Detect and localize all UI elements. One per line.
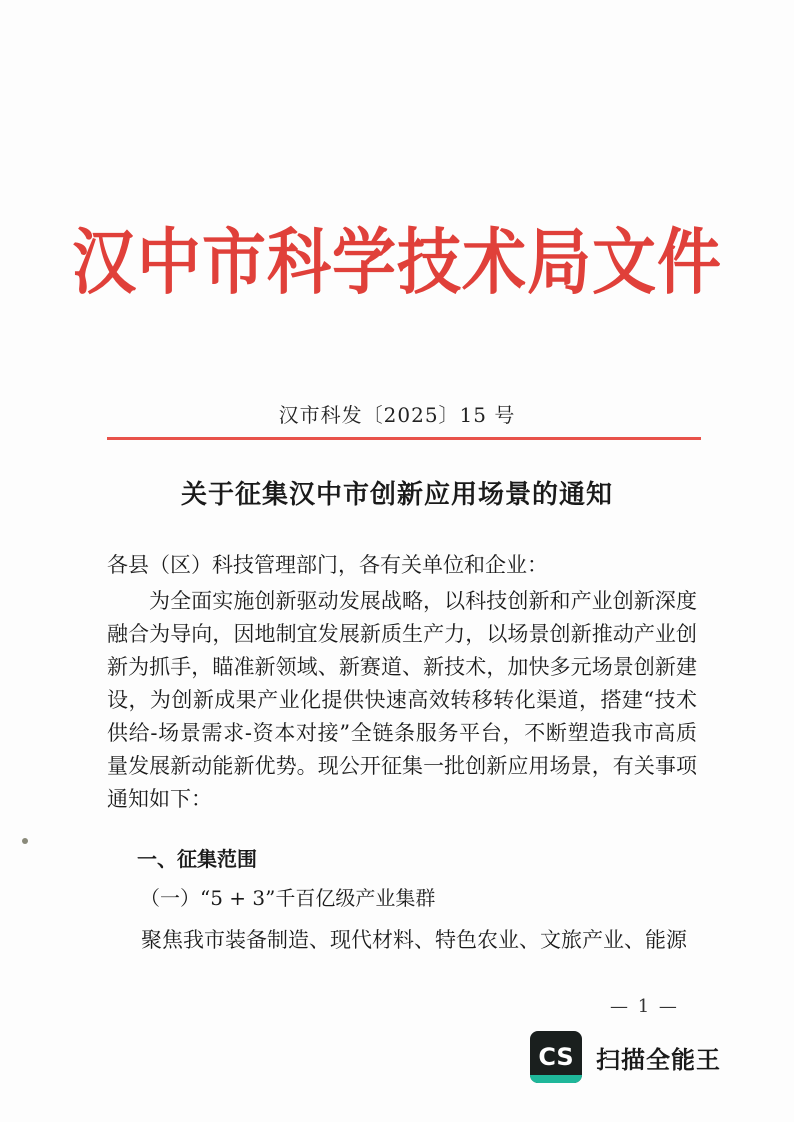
salutation: 各县（区）科技管理部门，各有关单位和企业： — [107, 553, 548, 577]
logo-text: CS — [538, 1043, 574, 1071]
camscanner-logo-icon — [530, 1031, 582, 1083]
scanner-watermark — [530, 1031, 721, 1083]
body-paragraph-1: 为全面实施创新驱动发展战略，以科技创新和产业创新深度融合为导向，因地制宜发展新质生产力，以场景创新推动产业创新为抓手，瞄准新领域、新赛道、新技术，加快多元场景创新建设，为创新成果产业化提供快速高效转移转化渠道，搭建“技术供给-场景需求-资本对接”全链条服务平台，不断塑造我市高质量发展新动能新优势。现公开征集一批创新应用场景，有关事项通知如下： — [107, 589, 697, 811]
logo-stripe — [530, 1075, 582, 1083]
section-heading-1: 一、征集范围 — [137, 847, 257, 871]
page-number: — 1 — — [610, 996, 679, 1017]
masthead-title: 汉中市科学技术局文件 — [72, 221, 722, 305]
document-number: 汉市科发〔2025〕15 号 — [278, 403, 516, 427]
red-divider-line — [107, 437, 701, 440]
body-paragraph-2: 聚焦我市装备制造、现代材料、特色农业、文旅产业、能源 — [141, 928, 687, 952]
document-title: 关于征集汉中市创新应用场景的通知 — [180, 480, 613, 510]
scan-artifact — [22, 838, 28, 844]
subsection-heading-1: （一）“5 + 3”千百亿级产业集群 — [140, 886, 436, 910]
scanner-app-name: 扫描全能王 — [596, 1045, 721, 1074]
